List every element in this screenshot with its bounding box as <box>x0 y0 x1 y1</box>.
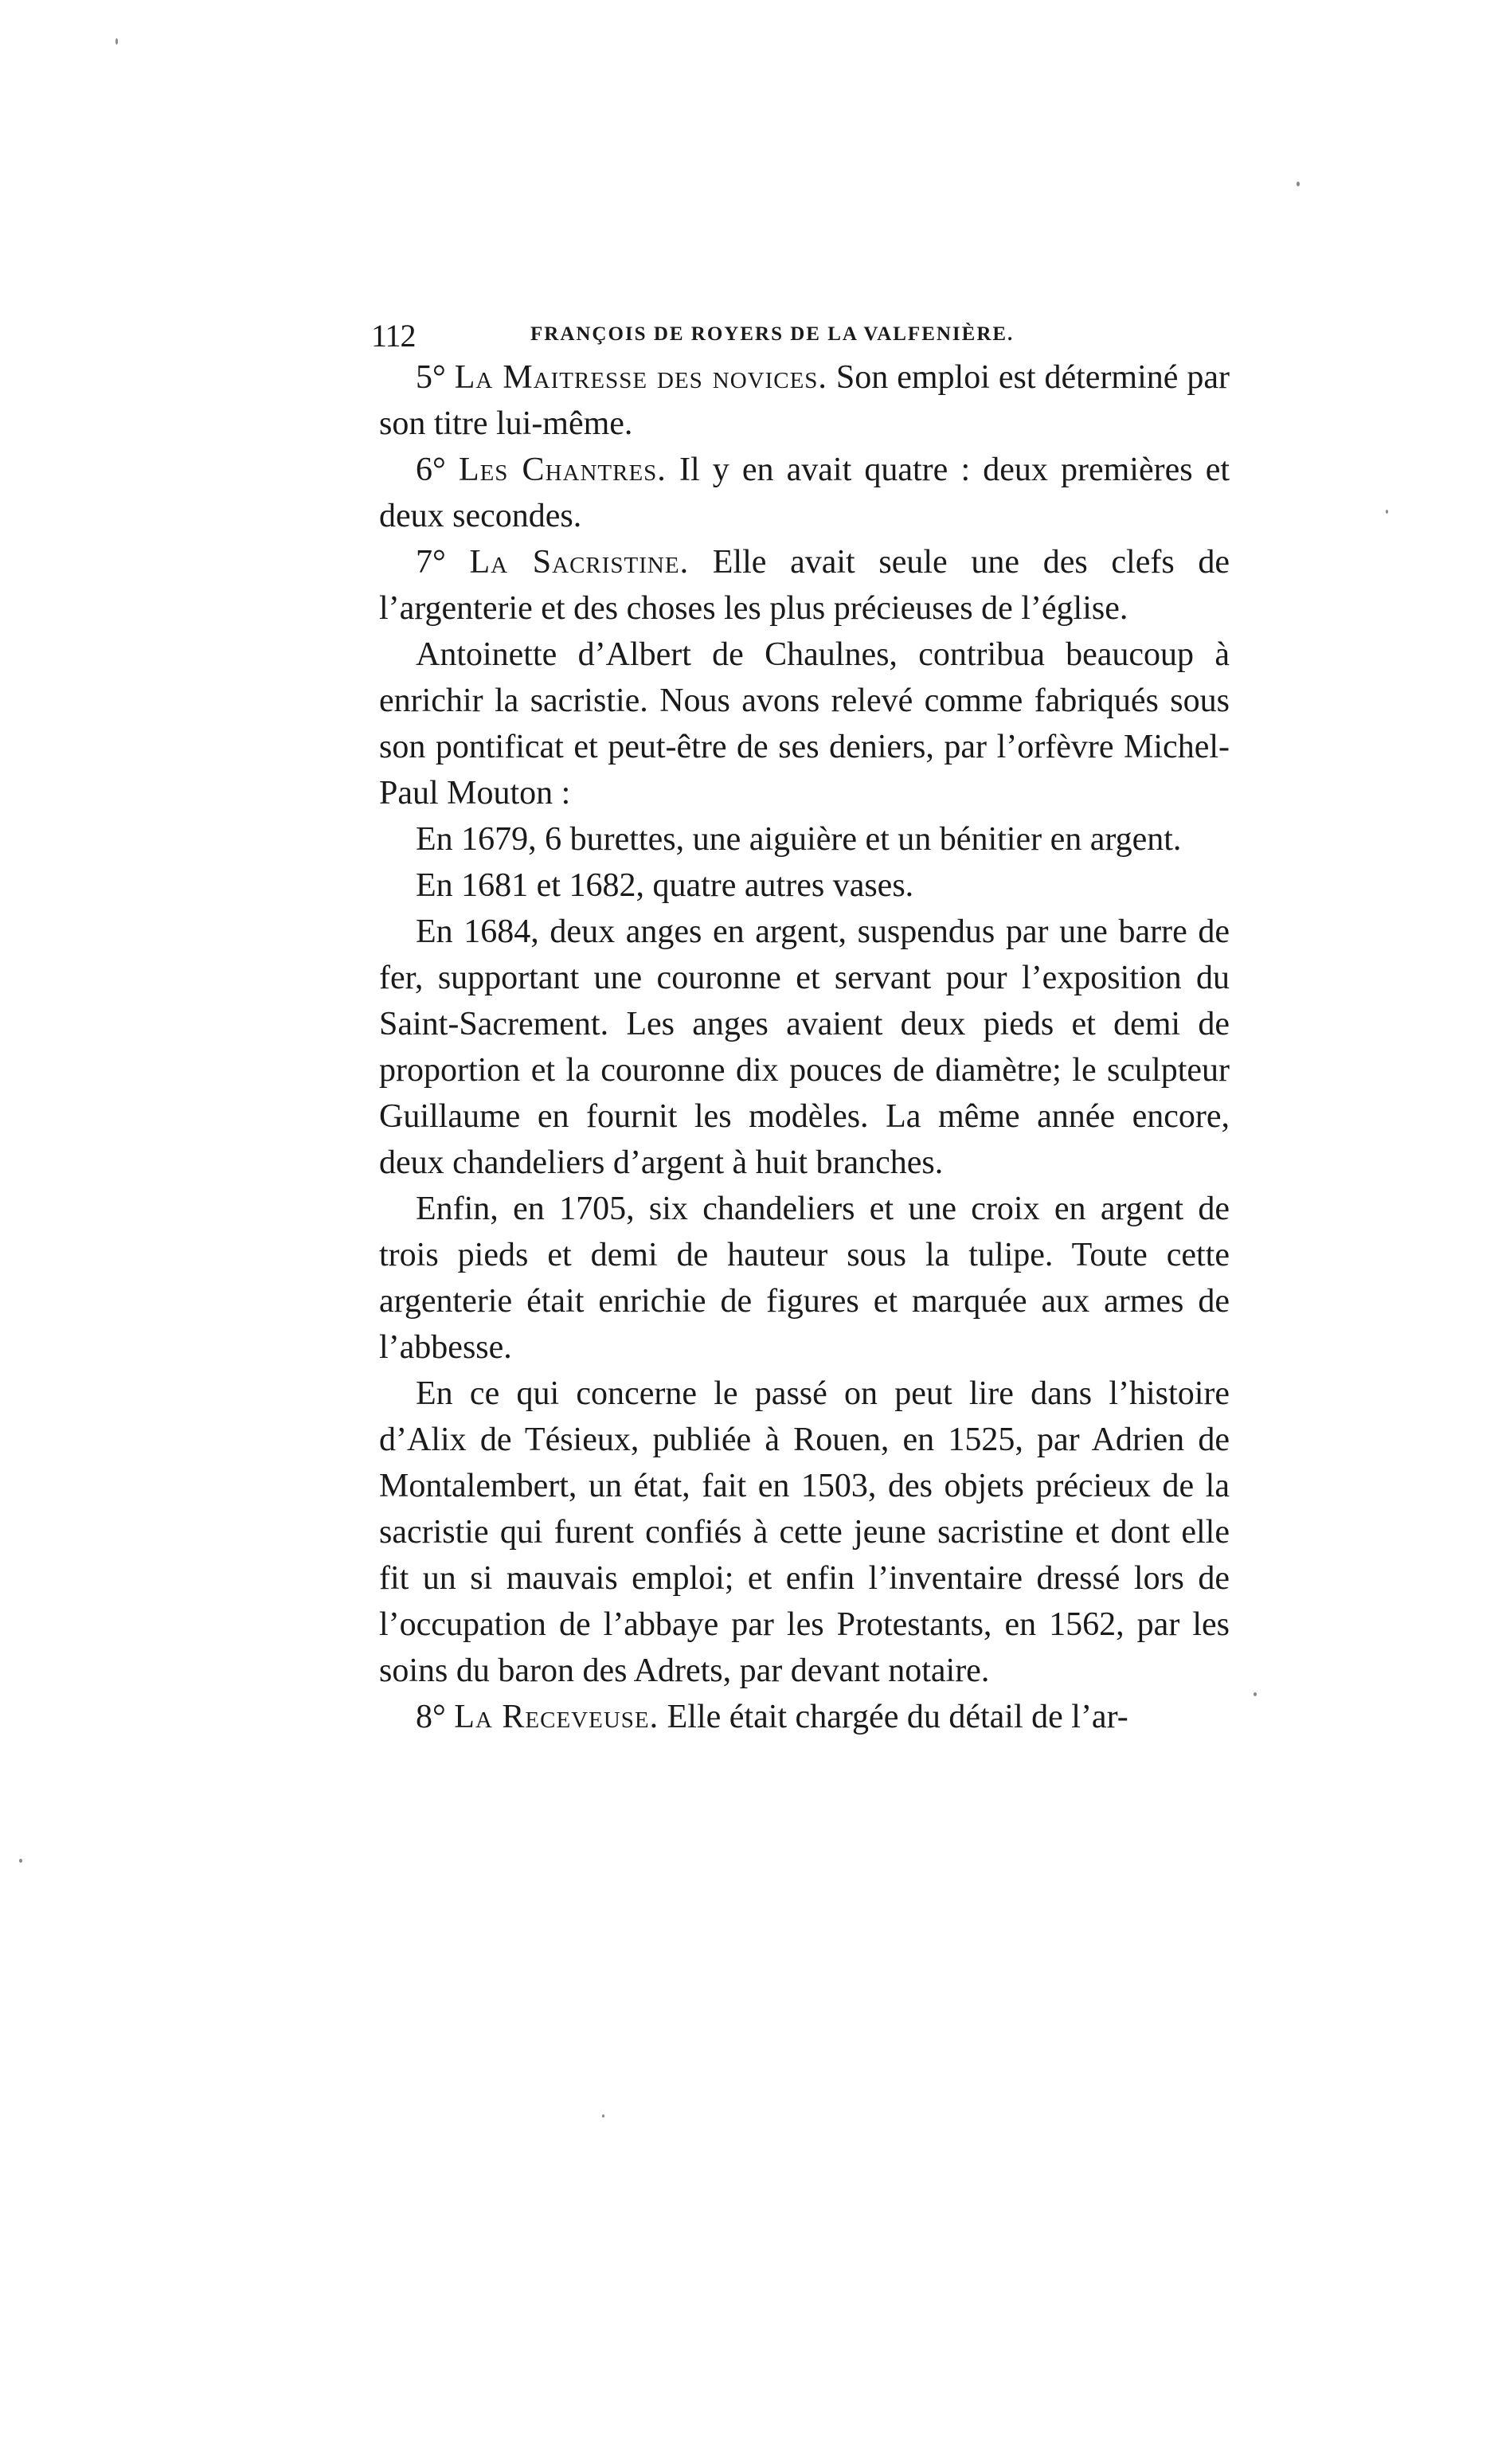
paper-speck <box>1254 1692 1257 1696</box>
paragraph-antoinette: Antoinette d’Albert de Chaulnes, contribua beaucoup à enrichir la sacristie. Nous avons relevé comme fabriqués sous son pontificat et peut-être de ses deniers, par l’orfèvre Michel-Paul Mouton : <box>379 636 1230 812</box>
body-text <box>379 354 1230 1740</box>
item-number: 7° <box>416 544 446 581</box>
item-term: Les Chantres. <box>458 452 667 488</box>
running-title: FRANÇOIS DE ROYERS DE LA VALFENIÈRE. <box>530 323 1015 345</box>
paragraph-history: En ce qui concerne le passé on peut lire dans l’histoire d’Alix de Tésieux, publiée à Rouen, en 1525, par Adrien de Montalembert, un état, fait en 1503, des objets précieux de la sacristie qui furent confiés à cette jeune sacristine et dont elle fit un si mauvais emploi; et enfin l’inventaire dressé lors de l’occupation de l’abbaye par les Protestants, en 1562, par les soins du baron des Adrets, par devant notaire. <box>379 1375 1230 1689</box>
item-term: La Sacristine. <box>469 544 690 581</box>
page-number: 112 <box>371 318 416 354</box>
paragraph-1705: Enfin, en 1705, six chandeliers et une croix en argent de trois pieds et demi de hauteur sous la tulipe. Toute cette argenterie était enrichie de figures et marquée aux armes de l’abbesse. <box>379 1191 1230 1366</box>
paragraph-receveuse <box>379 1694 1230 1740</box>
paragraph-sacristine <box>379 539 1230 632</box>
item-text: Elle était chargée du détail de l’ar- <box>667 1699 1128 1735</box>
item-text: Elle avait seule une des clefs de l’argenterie et des choses les plus précieuses de l’église. <box>379 544 1230 627</box>
item-number: 6° <box>416 452 446 488</box>
item-text: Il y en avait quatre : deux premières et deux secondes. <box>379 452 1230 534</box>
paragraph-1681: En 1681 et 1682, quatre autres vases. <box>416 867 914 904</box>
paragraph-novices <box>379 354 1230 447</box>
item-term: La Maitresse des novices. <box>454 359 827 396</box>
paper-speck <box>1297 182 1300 186</box>
paragraph-chantres <box>379 447 1230 539</box>
paragraph-1679: En 1679, 6 burettes, une aiguière et un bénitier en argent. <box>416 821 1182 858</box>
item-text: Son emploi est déterminé par son titre lui-même. <box>379 359 1230 442</box>
running-head <box>371 317 1231 357</box>
paragraph-1684: En 1684, deux anges en argent, suspendus par une barre de fer, supportant une couronne et servant pour l’exposition du Saint-Sacrement. Les anges avaient deux pieds et demi de proportion et la couronne dix pouces de diamètre; le sculpteur Guillaume en fournit les modèles. La même année encore, deux chandeliers d’argent à huit branches. <box>379 913 1230 1181</box>
paper-speck <box>602 2114 604 2118</box>
item-number: 5° <box>416 359 446 396</box>
paper-speck <box>19 1859 22 1863</box>
paper-speck <box>1386 510 1388 514</box>
paper-speck <box>115 38 118 45</box>
item-term: La Receveuse. <box>454 1699 659 1735</box>
item-number: 8° <box>416 1699 446 1735</box>
